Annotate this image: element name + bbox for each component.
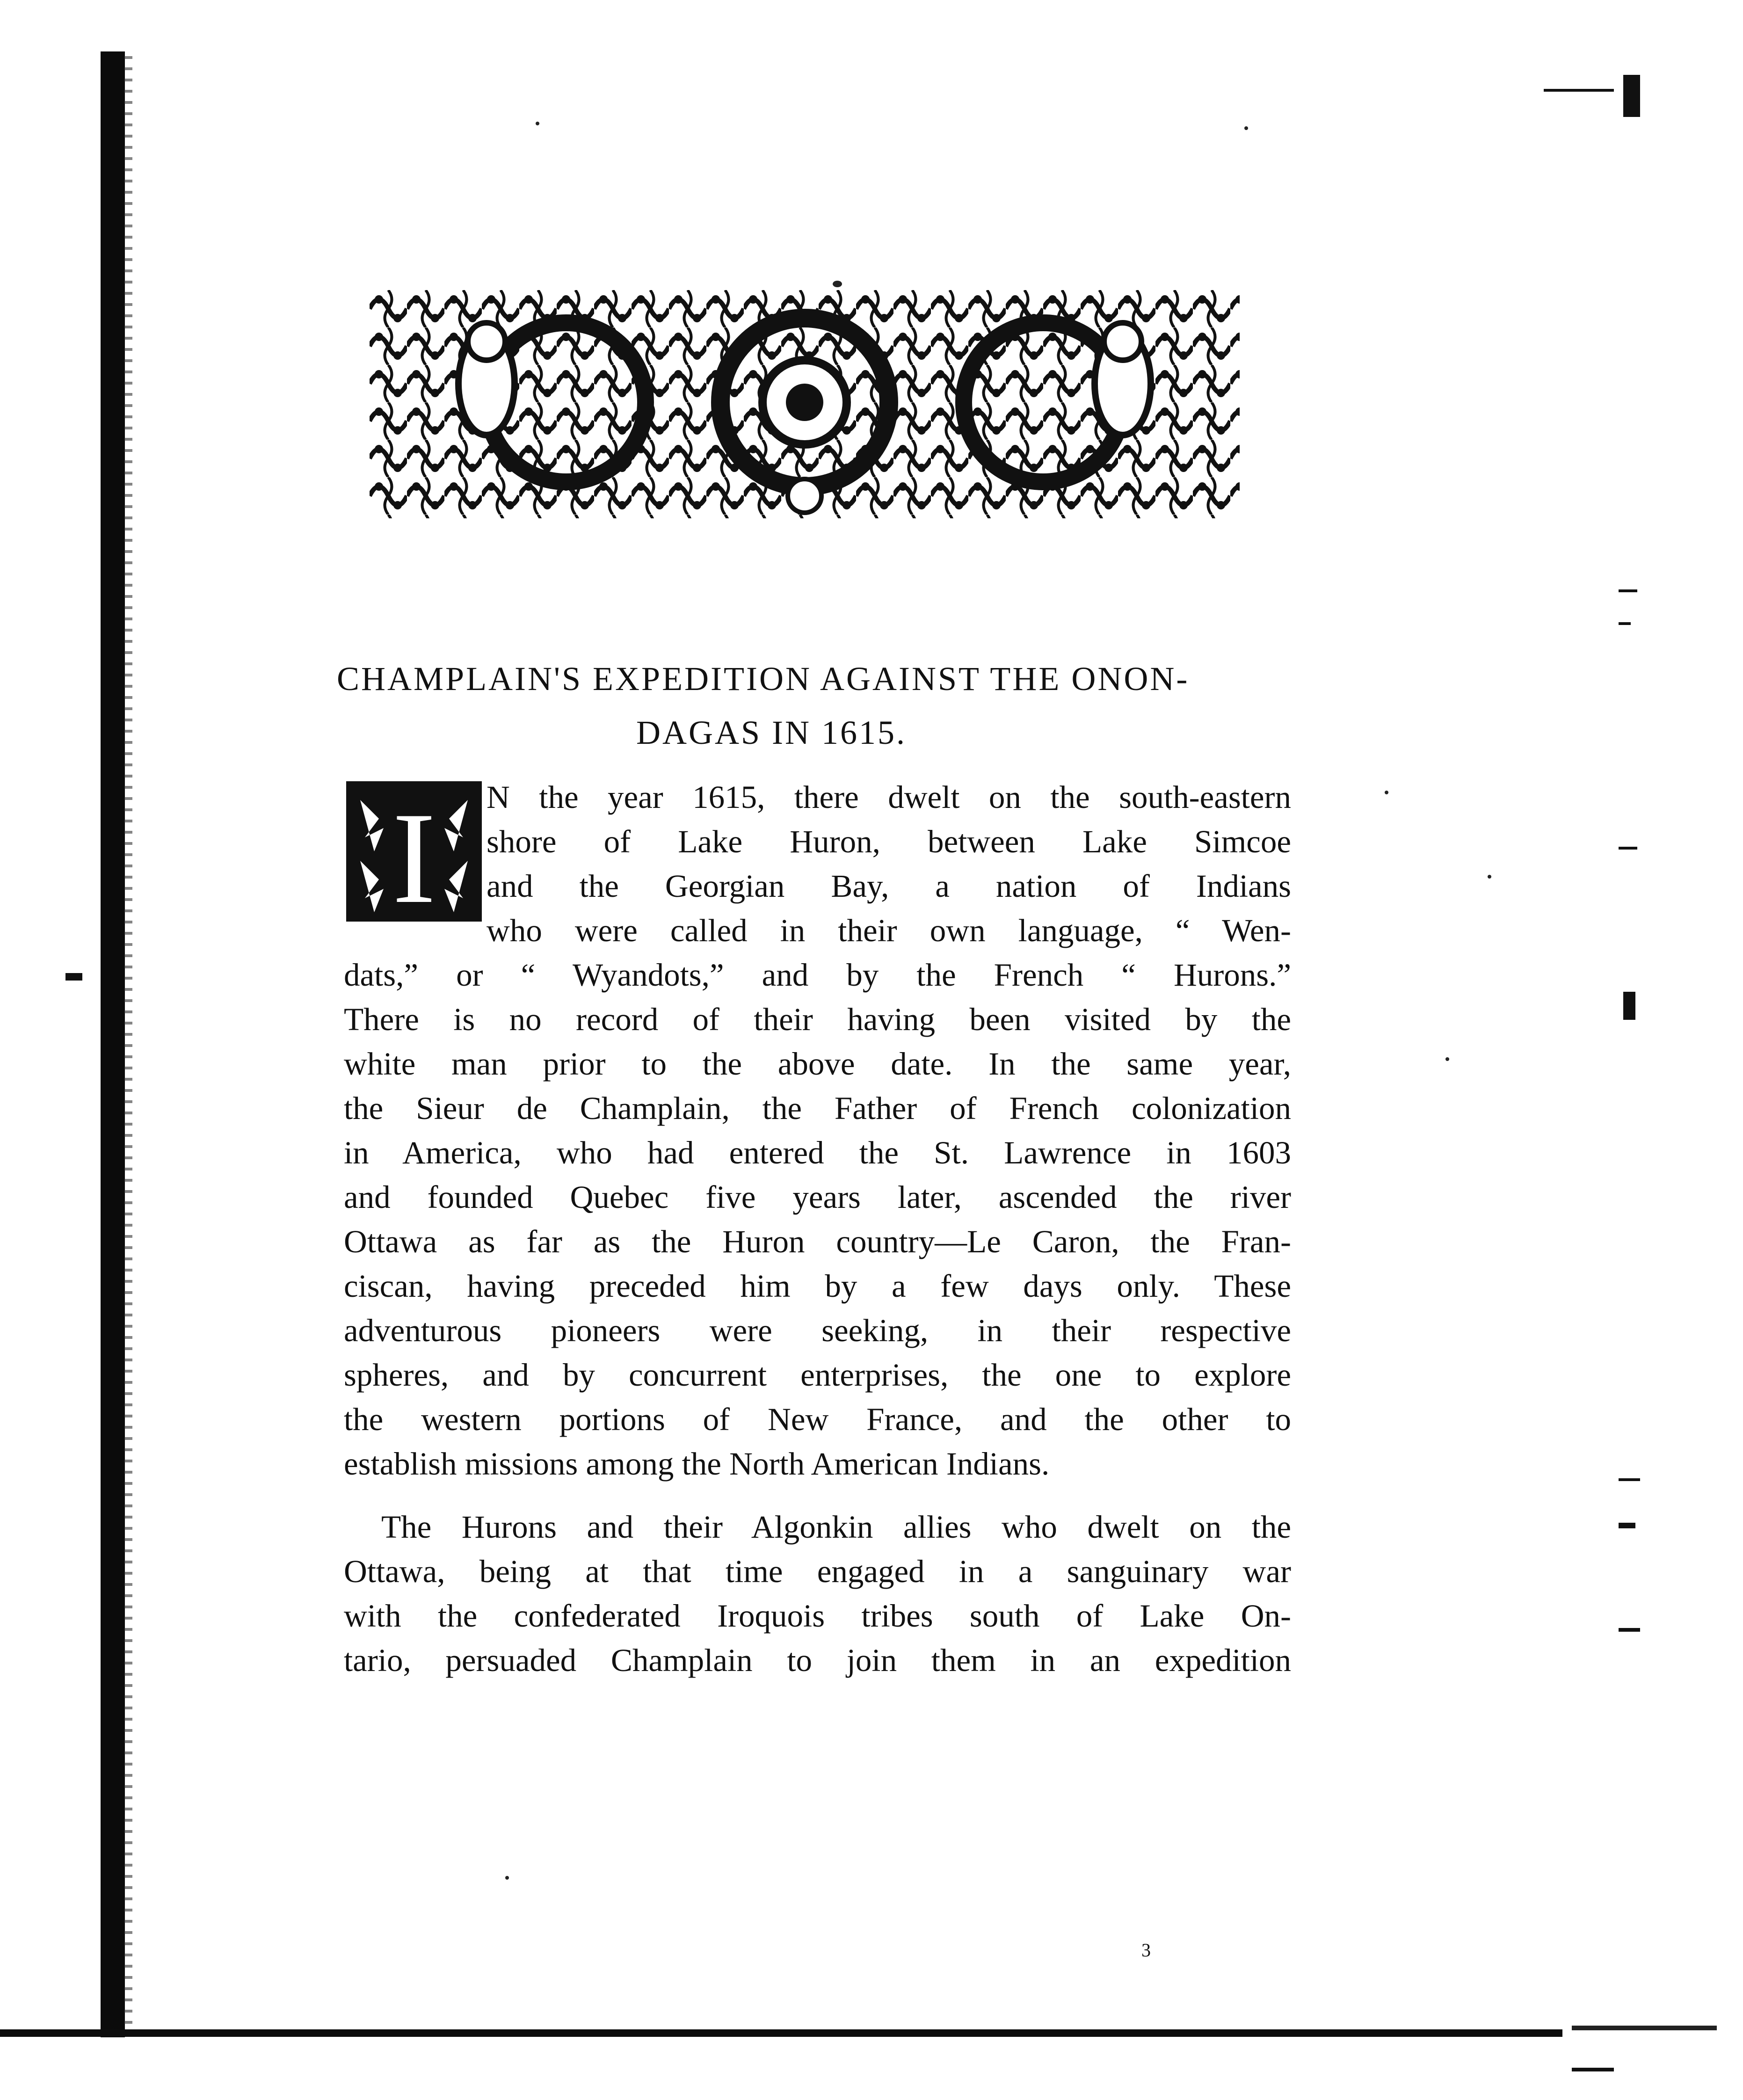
paragraph-1-line: shore of Lake Huron, between Lake Simcoe xyxy=(487,824,1291,859)
edge-dash xyxy=(1619,622,1631,625)
page-title-line-1: CHAMPLAIN'S EXPEDITION AGAINST THE ONON- xyxy=(337,660,1190,698)
scan-speck xyxy=(1385,791,1388,794)
page-title-line-2: DAGAS IN 1615. xyxy=(636,714,907,751)
scan-speck xyxy=(1445,1057,1449,1061)
paragraph-1-line: adventurous pioneers were seeking, in their respective xyxy=(344,1313,1291,1348)
paragraph-1-line: who were called in their own language, “ Wen- xyxy=(487,913,1291,948)
paragraph-2-line: tario, persuaded Champlain to join them in an expedition xyxy=(344,1642,1291,1678)
paragraph-1-line: dats,” or “ Wyandots,” and by the French “ Hurons.” xyxy=(344,957,1291,993)
paragraph-1-line: ciscan, having preceded him by a few days only. These xyxy=(344,1268,1291,1304)
edge-dash xyxy=(1619,1478,1640,1481)
scan-speck xyxy=(833,281,842,287)
corner-mark xyxy=(1623,75,1640,117)
corner-mark-dash xyxy=(1544,89,1614,92)
headpiece-ornament xyxy=(370,290,1240,518)
page-number: 3 xyxy=(1141,1940,1151,1961)
dropcap-letter: I xyxy=(392,785,436,922)
scan-speck xyxy=(1488,875,1491,879)
paragraph-1-line: the Sieur de Champlain, the Father of French colonization xyxy=(344,1090,1291,1126)
edge-dash xyxy=(1619,847,1637,850)
paragraph-1-line: There is no record of their having been visited by the xyxy=(344,1002,1291,1037)
paragraph-1-line: the western portions of New France, and the other to xyxy=(344,1402,1291,1437)
bottom-rule-right xyxy=(1572,2026,1717,2030)
paragraph-1-line: and the Georgian Bay, a nation of Indians xyxy=(487,868,1291,904)
scan-speck xyxy=(505,1876,509,1880)
edge-dash xyxy=(1619,589,1637,592)
binding-edge xyxy=(101,51,125,2037)
paragraph-1-line: Ottawa as far as the Huron country—Le Caron, the Fran- xyxy=(344,1224,1291,1259)
scan-speck xyxy=(536,122,539,125)
paragraph-1-line: and founded Quebec five years later, ascended the river xyxy=(344,1179,1291,1215)
dropcap-initial xyxy=(346,781,482,922)
paragraph-1-line: in America, who had entered the St. Lawrence in 1603 xyxy=(344,1135,1291,1170)
edge-dash xyxy=(1572,2068,1614,2071)
paragraph-2-line: Ottawa, being at that time engaged in a sanguinary war xyxy=(344,1554,1291,1589)
edge-mark xyxy=(1623,992,1635,1020)
paragraph-1-line: establish missions among the North American Indians. xyxy=(344,1446,1050,1482)
paragraph-1-line: spheres, and by concurrent enterprises, the one to explore xyxy=(344,1357,1291,1393)
scan-speck xyxy=(1244,126,1248,130)
paragraph-2-line: The Hurons and their Algonkin allies who dwelt on the xyxy=(381,1509,1291,1545)
edge-dash xyxy=(1619,1628,1640,1632)
edge-dash xyxy=(1619,1523,1635,1528)
binding-edge-fringe xyxy=(124,56,132,2030)
bottom-rule xyxy=(0,2029,1562,2037)
paragraph-2-line: with the confederated Iroquois tribes south of Lake On- xyxy=(344,1598,1291,1634)
left-margin-mark xyxy=(65,973,82,981)
paragraph-1-line: white man prior to the above date. In the same year, xyxy=(344,1046,1291,1082)
paragraph-1-line: N the year 1615, there dwelt on the south-eastern xyxy=(487,779,1291,815)
